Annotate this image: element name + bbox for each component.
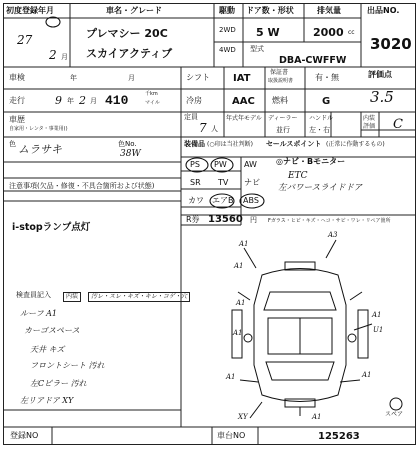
interior-score: C xyxy=(393,117,403,132)
mileage-year-unit: 年 xyxy=(67,97,74,105)
fuel-value: G xyxy=(322,96,331,107)
diagram-mark: A1 xyxy=(239,240,249,248)
inspection-month-unit: 月 xyxy=(128,74,135,82)
drive-2wd: 2WD xyxy=(219,26,236,34)
color-number-value: 38W xyxy=(120,149,141,159)
year-model-label: 年式年モデル xyxy=(226,115,262,122)
inspector-entry: 天井 キズ xyxy=(30,345,65,354)
first-registration-label: 初度登録年月 xyxy=(6,6,54,15)
equipment-sr: SR xyxy=(190,178,201,187)
notes-text: i-stopランプ点灯 xyxy=(12,222,91,233)
lot-number: 3020 xyxy=(370,35,412,53)
inspector-entry: 左Cピラー 汚れ xyxy=(30,379,87,388)
inspector-entry: 左リアドア XY xyxy=(20,396,74,405)
color-number-label: 色No. xyxy=(118,140,137,148)
inspector-legend-words: 汚レ・スレ・キズ・キレ・コゲ・穴 xyxy=(88,292,190,302)
displacement-unit: cc xyxy=(348,29,355,36)
recycle-unit: 円 xyxy=(250,216,257,224)
diagram-mark: A1 xyxy=(362,371,372,379)
first-registration-year: 27 xyxy=(17,33,33,47)
fuel-label: 燃料 xyxy=(272,96,288,105)
month-unit: 月 xyxy=(61,53,68,61)
score-label: 評価点 xyxy=(368,70,392,79)
model-value: DBA-CWFFW xyxy=(279,55,347,66)
equipment-airbag: エアB xyxy=(212,196,234,205)
diagram-mark: A1 xyxy=(372,311,382,319)
diagram-mark: A1 xyxy=(312,413,322,421)
mileage-years: 9 xyxy=(55,94,62,107)
warranty-label: 保証書 xyxy=(270,69,289,76)
equipment-label: 装備品 xyxy=(184,140,205,148)
equipment-sub: (○印は当社判断) xyxy=(207,141,253,148)
recycle-value: 13560 xyxy=(208,214,243,225)
score-value: 3.5 xyxy=(370,88,394,106)
lot-number-label: 出品NO. xyxy=(367,6,400,15)
equipment-pw: PW xyxy=(214,160,227,169)
diagram-mark: A1 xyxy=(234,262,244,270)
warranty-options: 有・無 xyxy=(315,73,339,82)
equipment-aw: AW xyxy=(244,160,257,169)
inspector-entry: フロントシート 汚れ xyxy=(30,361,105,370)
handle-value: 左・右 xyxy=(309,126,330,134)
dealer-value: 並行 xyxy=(276,126,290,134)
equipment-tv: TV xyxy=(218,178,229,187)
warranty-sub: 取扱説明書 xyxy=(268,78,294,84)
diagram-mark: XY xyxy=(238,413,248,421)
shift-value: IAT xyxy=(233,73,251,84)
inspector-entry: ルーフ A1 xyxy=(20,309,58,318)
name-grade-label: 車名・グレード xyxy=(106,6,162,15)
diagram-mark: U1 xyxy=(373,326,384,334)
shift-label: シフト xyxy=(186,73,210,82)
diagram-mark: A1 xyxy=(236,299,246,307)
dealer-label: ディーラー xyxy=(268,115,298,122)
doors-label: ドア数・形状 xyxy=(246,6,294,15)
notes-label: 注意事項(欠品・修復・不具合箇所および状態) xyxy=(9,182,155,190)
sales-point-etc: ETC xyxy=(288,171,308,181)
history-label: 車歴 xyxy=(9,115,25,124)
inspector-entry: カーゴスペース xyxy=(24,326,80,335)
ac-value: AAC xyxy=(232,96,255,107)
diagram-legend: Fガラス・ヒビ・キズ・ヘコ・サビ・ワレ・リペア箇所 xyxy=(268,218,391,224)
diagram-mark: A1 xyxy=(233,329,243,337)
displacement-label: 排気量 xyxy=(317,6,341,15)
recycle-label: R券 xyxy=(186,215,200,224)
sales-points-sub: (正常に作動するもの) xyxy=(326,141,385,148)
model-label: 型式 xyxy=(250,45,264,53)
capacity-value: 7 xyxy=(199,121,207,135)
ac-label: 冷房 xyxy=(186,96,202,105)
equipment-navi: ナビ xyxy=(244,178,260,187)
capacity-unit: 人 xyxy=(211,125,218,133)
color-value: ムラサキ xyxy=(18,143,62,156)
car-name: プレマシー 20C xyxy=(86,27,168,40)
inspection-label: 車検 xyxy=(9,73,25,82)
mileage-unit-mile: マイル xyxy=(145,100,160,106)
mileage-label: 走行 xyxy=(9,96,25,105)
mileage-month-unit: 月 xyxy=(90,97,97,105)
doors-value: 5 W xyxy=(256,26,280,39)
spare-label: スペア xyxy=(385,411,404,418)
diagram-mark: A3 xyxy=(328,231,338,239)
drive-4wd: 4WD xyxy=(219,46,236,54)
diagram-mark: A1 xyxy=(226,373,236,381)
equipment-leather: カワ xyxy=(188,196,204,205)
inspection-year-unit: 年 xyxy=(70,74,77,82)
registration-number-label: 登録NO xyxy=(10,431,39,440)
color-label: 色 xyxy=(9,140,16,148)
capacity-label: 定員 xyxy=(184,113,198,121)
equipment-ps: PS xyxy=(190,160,200,169)
mileage-months: 2 xyxy=(79,94,86,107)
sales-point-slide-door: 左パワースライドドア xyxy=(278,183,363,193)
inspector-label: 検査員記入 xyxy=(16,291,51,299)
handle-label: ハンドル xyxy=(309,115,334,122)
inspector-legend-interior: 内装 xyxy=(63,292,81,302)
first-registration-month: 2 xyxy=(49,48,57,62)
mileage-unit-km: 千km xyxy=(145,91,158,97)
mileage-value: 410 xyxy=(105,93,129,108)
interior-label-bottom: 評価 xyxy=(363,123,376,130)
car-grade: スカイアクティブ xyxy=(86,47,173,60)
history-sub: 自家用・レンタ・事業用() xyxy=(9,126,68,132)
chassis-number-label: 車台NO xyxy=(217,431,246,440)
displacement-value: 2000 xyxy=(313,26,344,39)
equipment-abs: ABS xyxy=(243,196,259,205)
interior-label-top: 内装 xyxy=(363,115,376,122)
sales-point-navi: ◎ナビ・Bモニター xyxy=(276,157,346,166)
drive-label: 駆動 xyxy=(219,6,235,15)
sales-points-label: セールスポイント xyxy=(266,140,322,148)
chassis-number: 125263 xyxy=(318,431,360,442)
